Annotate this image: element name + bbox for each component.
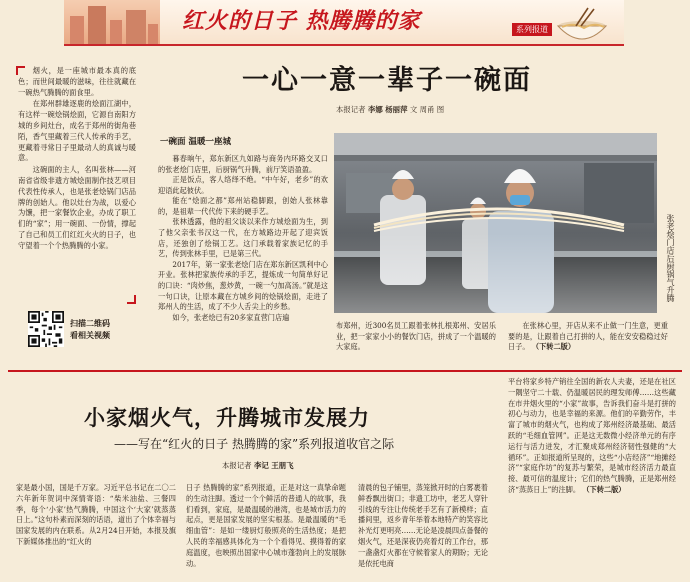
article1-subhead: 一碗面 温暖一座城 <box>160 137 231 147</box>
byline-names: 李娜 杨丽萍 <box>367 105 408 114</box>
photo-caption: 张老烩门店后厨锅气升腾 <box>666 214 675 302</box>
body-paragraph: 正是饭点，客人络绎不绝。“中午好，老乡”的欢迎语此起彼伏。 <box>158 175 328 195</box>
qr-caption <box>70 318 138 341</box>
intro-text <box>18 66 136 253</box>
body-text: 在张林心里，开店从来不止做一门生意，更重要的是，让跟着自己打拼的人，能在安安稳稳过好日子。 <box>508 321 668 352</box>
body-paragraph: 张林透露，他的祖父谈以来作方城烩面为生，到了他父亲张书汉这一代，在方城路边开起了迎宾饭店，还独创了烩锅工艺。这门承载着家族记忆的手艺，传到张林手里，已是第三代。 <box>158 217 328 259</box>
qr-code[interactable] <box>28 311 64 347</box>
body-paragraph: 如今，张老烩已有20多家直营门店遍 <box>172 312 290 322</box>
continued-label: （下转二版） <box>582 484 626 494</box>
section-divider <box>8 370 682 372</box>
body-paragraph: 暮春晌午，郑东新区九如路与商务内环路交叉口的张老烩门店里，后厨锅气升腾，前厅笑语盈盈。 <box>158 154 328 174</box>
series-tag: 系列报道 <box>512 23 552 36</box>
article1-body <box>158 154 328 323</box>
article2-column-1: 家是最小国，国是千万家。习近平总书记在二〇二六年新年贺词中深情寄语：“柴米油盐、三餐四季，每个‘小家’热气腾腾，中国这个‘大家’就蒸蒸日上。”这句朴素而深刻的话语，道出了个体幸福与国家发展的内在联系。从2月24日开始，本报及旗下新媒体推出的“红火的 <box>16 483 176 546</box>
byline-suffix: 文 周甬 图 <box>409 105 445 114</box>
article1-body-cont: 布郑州，近300名员工跟着张林扎根郑州、安居乐业，把一家家小小的餐饮门店，拼成了一个温暖的大家庭。 <box>336 321 496 352</box>
article1-headline: 一心一意一辈子一碗面 <box>242 65 532 96</box>
intro-paragraph: 在郑州群雄逐鹿的烩面江湖中，有这样一碗烩锅烩面，它源自南阳方城的乡间灶台，成名于郑州的街角巷陌，香气里藏着三代人传承的手艺，更藏着寻常日子里最动人的真诚与暖意。 <box>18 99 136 163</box>
kitchen-photo <box>334 133 657 313</box>
city-skyline-illustration <box>64 0 160 46</box>
article1-body-end <box>508 321 668 353</box>
qr-caption-line: 扫描二维码 <box>70 319 110 328</box>
body-paragraph: 能在“烩面之都”郑州站稳脚跟，创始人张林靠的，是祖辈一代代传下来的硬手艺。 <box>158 196 328 216</box>
article2-byline <box>222 461 293 472</box>
article2-subhead: ——写在“红火的日子 热腾腾的家”系列报道收官之际 <box>114 437 395 451</box>
intro-paragraph: 烟火，是一座城市最本真的底色；而世间最暖的滋味，往往就藏在一碗热气腾腾的面食里。 <box>18 66 136 97</box>
body-paragraph: 2017年，第一家张老烩门店在郑东新区凯利中心开业。张林把家族传承的手艺，提炼成一句简单好记的口诀：“肉炒焦，葱炒黄，一碗一勺加高汤。”就是这一句口诀，让原本藏在方城乡间的烩锅烩面，走进了郑州人的生活，成了不少人舌尖上的乡愁。 <box>158 259 328 312</box>
byline-prefix: 本报记者 <box>336 105 366 114</box>
article2-column-2: 日子 热腾腾的家”系列报道，正是对这一真挚命题的生动注脚。透过一个个鲜活的普通人的故事，我们看到，家庭，是最温暖的港湾，也是城市活力的起点，更是国家发展的坚实根基。是最温暖的“毛细血管”：是如一缕厨灯般照亮的生活热度；是把人民的幸福感具体化为一个个看得见、摸得着的家庭温度，也映照出国家中心城市蓬勃向上的发展脉动。 <box>186 483 346 568</box>
qr-caption-line: 看相关视频 <box>70 330 110 340</box>
byline-prefix: 本报记者 <box>222 461 252 470</box>
banner-slogan: 红火的日子 热腾腾的家 <box>182 8 421 34</box>
article1-byline <box>336 105 444 116</box>
series-banner <box>64 0 624 46</box>
byline-names: 李记 王朋飞 <box>253 461 294 470</box>
continued-label: （下转二版） <box>531 342 576 352</box>
intro-bracket-bottom <box>127 295 136 304</box>
intro-paragraph: 这碗面的主人，名叫张林——河南省省级非遗方城烩面制作技艺项目代表性传承人，也是张老烩锅门店品牌的创始人。他以灶台为战，以爱心为馕，把一家餐饮企业，办成了职工们的“家”；用一碗面、一份情，撑起了自己和员工们红红火火的日子，也守望着一个个热腾腾的小家。 <box>18 165 136 250</box>
noodle-bowl-icon <box>554 6 610 40</box>
body-text: 平台将家乡特产销往全国的新农人夫妻，还是在社区一隅坚守二十载、仍温暖居民的理发师傅……这些藏在市井烟火里的“小家”故事，告诉我们奋斗是打拼的初心与动力，也是幸福的来源。他们的辛勤劳作，丰富了城市的烟火气，也构成了郑州经济最基础、最活跃的“毛细血管网”。正是这无数微小经济单元的有序运行与活力迸发，才汇聚成郑州经济韧性强健的“大循环”。正如报道所呈现的，这些“小店经济”“地摊经济”“家庭作坊”的复苏与繁荣，是城市经济活力最直接、最可信的温度计；它们的热气腾腾，正是郑州经济“蒸蒸日上”的注脚。 <box>508 377 676 494</box>
article2-column-right <box>508 377 676 496</box>
article2-headline: 小家烟火气，升腾城市发展力 <box>84 406 370 430</box>
article2-column-3: 清晨的包子铺里，蒸笼掀开时的白雾裹着鲜香飘出街口；非遗工坊中，老艺人穿针引线的专注让传统老手艺有了新模样；直播间里，返乡青年举着本地特产的笑容比补光灯更明亮……无论是凌晨四点备餐的烟火气，还是深夜仍亮着灯的工作台，那一盏盏灯火都在守候着家人的期盼；无论是依托电商 <box>358 483 488 568</box>
